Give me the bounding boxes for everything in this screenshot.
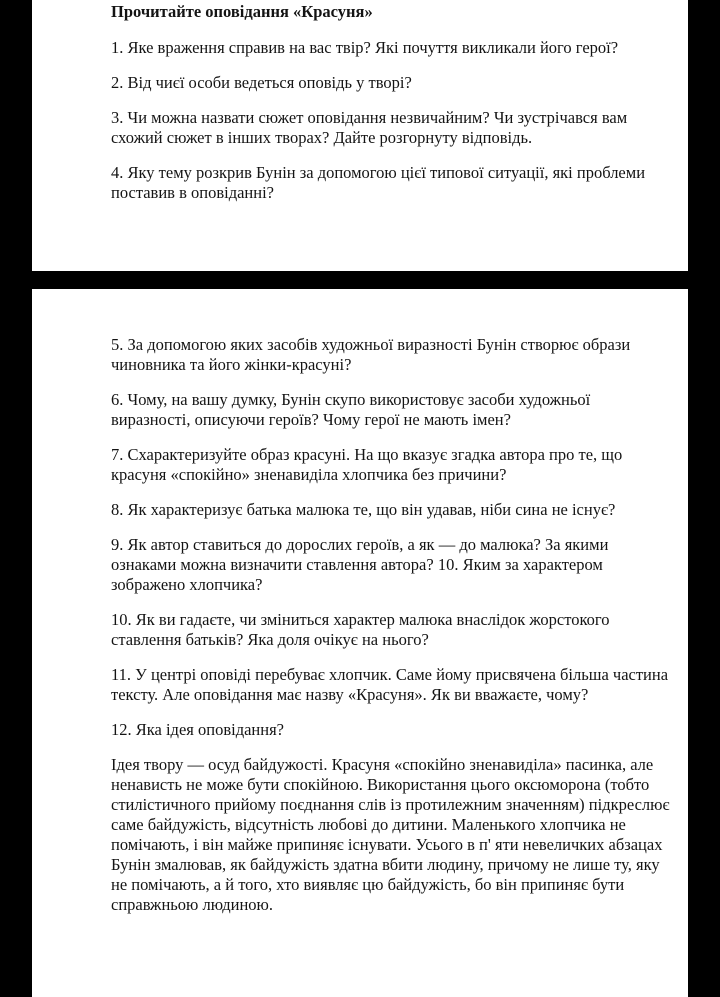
document-page-2 (32, 289, 688, 997)
question-3: 3. Чи можна назвати сюжет оповідання незвичайним? Чи зустрічався вам схожий сюжет в інших творах? Дайте розгорнуту відповідь. (111, 108, 628, 147)
question-5: 5. За допомогою яких засобів художньої виразності Бунін створює образи чиновника та його жінки-красуні? (111, 335, 631, 374)
question-11: 11. У центрі оповіді перебуває хлопчик. Саме йому присвячена більша частина тексту. Але оповідання має назву «Красуня». Як ви вважаєте, чому? (111, 665, 669, 704)
question-1: 1. Яке враження справив на вас твір? Які почуття викликали його герої? (111, 38, 619, 57)
question-4: 4. Яку тему розкрив Бунін за допомогою цієї типової ситуації, які проблеми поставив в оповіданні? (111, 163, 646, 202)
question-12: 12. Яка ідея оповідання? (111, 720, 284, 739)
answer-paragraph: Ідея твору — осуд байдужості. Красуня «спокійно зненавиділа» пасинка, але ненависть не може бути спокійною. Використання цього оксюморона (тобто стилістичного прийому поєднання слів із протилежним значенням) підкреслює саме байдужість, відсутність любові до дитини. Маленького хлопчика не помічають, і він майже припиняє існувати. Усього в п' яти невеличких абзацах Бунін змалював, як байдужість здатна вбити людину, причому не лише ту, яку не помічають, а й того, хто виявляє цю байдужість, бо він припиняє бути справжньою людиною. (111, 755, 670, 914)
question-6: 6. Чому, на вашу думку, Бунін скупо використовує засоби художньої виразності, описуючи героїв? Чому герої не мають імен? (111, 390, 591, 429)
document-page-1 (32, 0, 688, 271)
page-title: Прочитайте оповідання «Красуня» (111, 2, 373, 21)
question-8: 8. Як характеризує батька малюка те, що він удавав, ніби сина не існує? (111, 500, 616, 519)
question-7: 7. Схарактеризуйте образ красуні. На що вказує згадка автора про те, що красуня «спокійно» зненавиділа хлопчика без причини? (111, 445, 623, 484)
question-10: 10. Як ви гадаєте, чи зміниться характер малюка внаслідок жорстокого ставлення батьків? Яка доля очікує на нього? (111, 610, 610, 649)
question-9: 9. Як автор ставиться до дорослих героїв, а як — до малюка? За якими ознаками можна визначити ставлення автора? 10. Яким за характером зображено хлопчика? (111, 535, 609, 594)
question-2: 2. Від чиєї особи ведеться оповідь у творі? (111, 73, 412, 92)
